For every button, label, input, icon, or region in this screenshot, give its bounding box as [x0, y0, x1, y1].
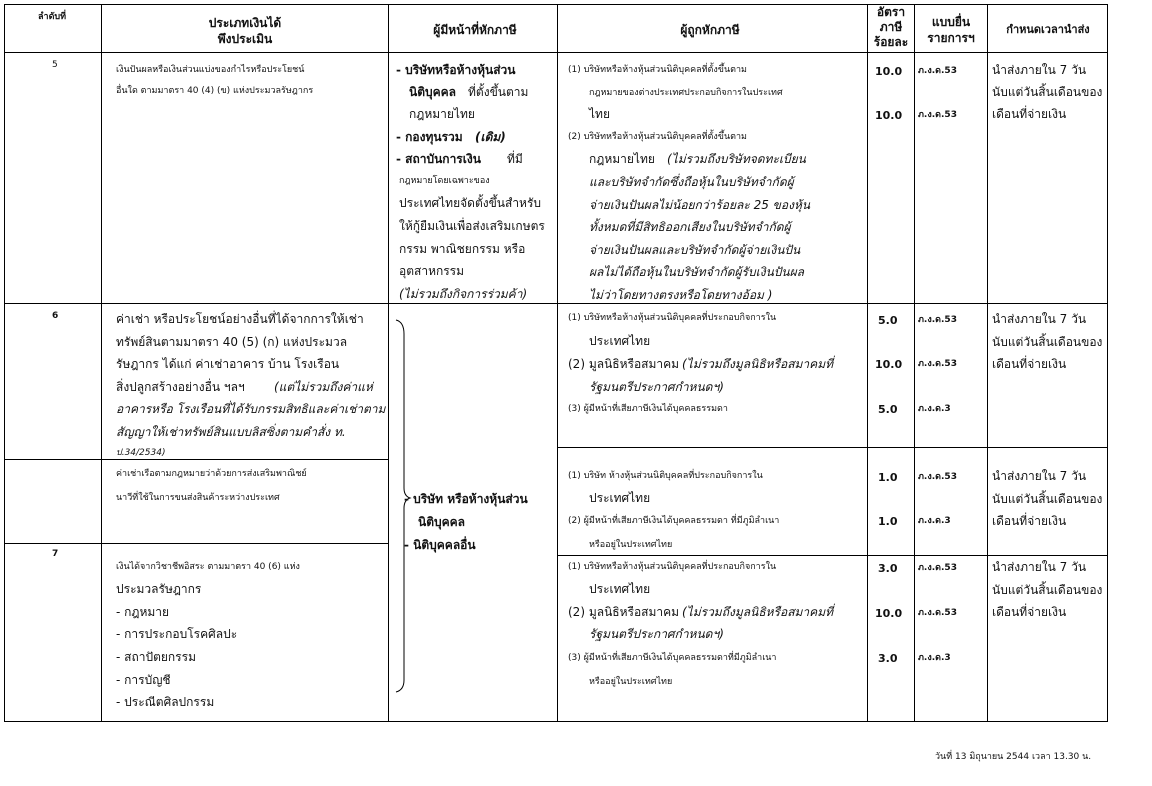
row7-payee-1: (1) บริษัทหรือห้างหุ้นส่วนนิติบุคคลที่ประกอบกิจการใน: [568, 562, 777, 572]
row5-withholder-3: กฎหมายไทย: [409, 107, 475, 121]
row6b-withholder-1: - บริษัท หรือห้างหุ้นส่วน: [404, 492, 528, 506]
header-deadline: กำหนดเวลานำส่ง: [1006, 23, 1090, 36]
row6-payee-2: ประเทศไทย: [589, 334, 651, 348]
row6b-deadline-1: นำส่งภายใน 7 วัน: [992, 469, 1087, 483]
row5-withholder-2b: ที่ตั้งขึ้นตาม: [468, 85, 529, 99]
row6-no: 6: [52, 311, 59, 321]
row5-payee-6: และบริษัทจำกัดซึ่งถือหุ้นในบริษัทจำกัดผู้: [589, 175, 794, 189]
header-rate: อัตรา ภาษี ร้อยละ: [873, 5, 909, 49]
row6b-deadline-3: เดือนที่จ่ายเงิน: [992, 514, 1067, 528]
row6-deadline-3: เดือนที่จ่ายเงิน: [992, 357, 1067, 371]
row5-rate-1: 10.0: [875, 65, 903, 78]
row7-payee-2: ประเทศไทย: [589, 582, 651, 596]
row5-type-line2: อื่นใด ตามมาตรา 40 (4) (ข) แห่งประมวลรัษฎากร: [116, 86, 314, 96]
row5-form-2: ภ.ง.ด.53: [918, 110, 957, 120]
row5-payee-9: จ่ายเงินปันผลและบริษัทจำกัดผู้จ่ายเงินปัน: [589, 243, 801, 257]
row5-withholder-5: - สถาบันการเงิน: [396, 152, 481, 166]
row7-payee-3b: (ไม่รวมถึงมูลนิธิหรือสมาคมที่: [682, 605, 834, 619]
row6-brace: [396, 320, 410, 692]
row6b-payee-2: ประเทศไทย: [589, 491, 651, 505]
row5-rate-2: 10.0: [875, 109, 903, 122]
row6b-withholder-3: - นิติบุคคลอื่น: [404, 538, 476, 552]
row6b-withholder-2: นิติบุคคล: [418, 515, 466, 529]
row5-payee-7: จ่ายเงินปันผลไม่น้อยกว่าร้อยละ 25 ของหุ้น: [589, 198, 811, 212]
row5-payee-3: ไทย: [589, 107, 610, 121]
row5-payee-11: ไม่ว่าโดยทางตรงหรือโดยทางอ้อม ): [589, 288, 773, 302]
row5-no: 5: [52, 60, 58, 70]
row6-rate-2: 10.0: [875, 358, 903, 371]
row5-withholder-1: - บริษัทหรือห้างหุ้นส่วน: [396, 63, 516, 77]
row6-payee-3: (2) มูลนิธิหรือสมาคม: [568, 357, 680, 371]
row5-payee-5b: (ไม่รวมถึงบริษัทจดทะเบียน: [667, 152, 806, 166]
row7-type-7: - ประณีตศิลปกรรม: [116, 695, 215, 709]
row7-deadline-3: เดือนที่จ่ายเงิน: [992, 605, 1067, 619]
row7-form-1: ภ.ง.ด.53: [918, 563, 957, 573]
row6-deadline-2: นับแต่วันสิ้นเดือนของ: [992, 335, 1103, 349]
row5-withholder-11: (ไม่รวมถึงกิจการร่วมค้า): [399, 287, 528, 301]
row5-type-line1: เงินปันผลหรือเงินส่วนแบ่งของกำไรหรือประโยชน์: [116, 65, 305, 75]
row6-rate-3: 5.0: [878, 403, 898, 416]
row7-deadline-1: นำส่งภายใน 7 วัน: [992, 560, 1087, 574]
row7-rate-1: 3.0: [878, 562, 898, 575]
row6-type-4: สิ่งปลูกสร้างอย่างอื่น ฯลฯ: [116, 380, 245, 394]
row5-withholder-2: นิติบุคคล: [409, 85, 457, 99]
row7-form-2: ภ.ง.ด.53: [918, 608, 957, 618]
row6-type-3: รัษฎากร ได้แก่ ค่าเช่าอาคาร บ้าน โรงเรือน: [116, 357, 340, 371]
row6-type-2: ทรัพย์สินตามมาตรา 40 (5) (ก) แห่งประมวล: [116, 335, 348, 349]
row6b-type-2: นาวีที่ใช้ในการขนส่งสินค้าระหว่างประเทศ: [116, 493, 280, 503]
row5-payee-1: (1) บริษัทหรือห้างหุ้นส่วนนิติบุคคลที่ตั้งขึ้นตาม: [568, 65, 747, 75]
row6-type-4b: (แต่ไม่รวมถึงค่าแห่: [274, 380, 373, 394]
row7-payee-3: (2) มูลนิธิหรือสมาคม: [568, 605, 680, 619]
row6b-deadline-2: นับแต่วันสิ้นเดือนของ: [992, 492, 1103, 506]
row6-rate-1: 5.0: [878, 314, 898, 327]
header-form: แบบยื่น รายการฯ: [927, 15, 975, 45]
row6-payee-3b: (ไม่รวมถึงมูลนิธิหรือสมาคมที่: [682, 357, 834, 371]
row6-type-7: ป.34/2534): [116, 448, 166, 458]
row5-payee-4: (2) บริษัทหรือห้างหุ้นส่วนนิติบุคคลที่ตั้งขึ้นตาม: [568, 132, 747, 142]
row7-type-5: - สถาปัตยกรรม: [116, 650, 196, 664]
row5-payee-10: ผลไม่ได้ถือหุ้นในบริษัทจำกัดผู้รับเงินปันผล: [589, 265, 804, 279]
row6b-payee-1: (1) บริษัท ห้างหุ้นส่วนนิติบุคคลที่ประกอบกิจการใน: [568, 471, 763, 481]
row7-type-6: - การบัญชี: [116, 673, 171, 687]
row6b-rate-1: 1.0: [878, 471, 898, 484]
row6-form-1: ภ.ง.ด.53: [918, 315, 957, 325]
row6-type-6: สัญญาให้เช่าทรัพย์สินแบบลิสซิ่งตามคำสั่ง ท.: [116, 425, 346, 439]
row7-rate-2: 10.0: [875, 607, 903, 620]
row6-form-3: ภ.ง.ด.3: [918, 404, 951, 414]
footer-date: วันที่ 13 มิถุนายน 2544 เวลา 13.30 น.: [935, 752, 1092, 762]
row5-withholder-5b: ที่มี: [507, 152, 523, 166]
row6b-payee-3: (2) ผู้มีหน้าที่เสียภาษีเงินได้บุคคลธรรมดา ที่มีภูมิลำเนา: [568, 516, 780, 526]
row5-withholder-6: กฎหมายโดยเฉพาะของ: [399, 176, 490, 186]
row7-type-4: - การประกอบโรคศิลปะ: [116, 627, 238, 641]
row7-deadline-2: นับแต่วันสิ้นเดือนของ: [992, 583, 1103, 597]
row7-type-3: - กฎหมาย: [116, 605, 170, 619]
row6-type-1: ค่าเช่า หรือประโยชน์อย่างอื่นที่ได้จากการให้เช่า: [116, 312, 364, 326]
row6b-rate-2: 1.0: [878, 515, 898, 528]
row6-payee-5: (3) ผู้มีหน้าที่เสียภาษีเงินได้บุคคลธรรมดา: [568, 404, 728, 414]
row5-deadline-2: นับแต่วันสิ้นเดือนของ: [992, 85, 1103, 99]
row6-deadline-1: นำส่งภายใน 7 วัน: [992, 312, 1087, 326]
row7-no: 7: [52, 549, 59, 559]
row5-withholder-10: อุตสาหกรรม: [399, 264, 465, 278]
row5-withholder-8: ให้กู้ยืมเงินเพื่อส่งเสริมเกษตร: [399, 219, 545, 233]
header-income-type: ประเภทเงินได้ พึงประเมิน: [208, 16, 282, 46]
row6-type-5: อาคารหรือ โรงเรือนที่ได้รับกรรมสิทธิและค่าเช่าตาม: [116, 402, 386, 416]
row5-withholder-4: - กองทุนรวม: [396, 130, 463, 144]
row7-rate-3: 3.0: [878, 652, 898, 665]
header-no: ลำดับที่: [38, 12, 67, 22]
row7-payee-6: หรืออยู่ในประเทศไทย: [589, 677, 673, 687]
row5-withholder-4b: (เดิม): [475, 130, 506, 144]
header-withholder: ผู้มีหน้าที่หักภาษี: [433, 23, 517, 37]
row6b-form-1: ภ.ง.ด.53: [918, 472, 957, 482]
row5-deadline-3: เดือนที่จ่ายเงิน: [992, 107, 1067, 121]
row7-type-1: เงินได้จากวิชาชีพอิสระ ตามมาตรา 40 (6) แห่ง: [116, 562, 300, 572]
row5-form-1: ภ.ง.ด.53: [918, 66, 957, 76]
row6-payee-4: รัฐมนตรีประกาศกำหนดฯ): [589, 380, 724, 394]
row6b-form-2: ภ.ง.ด.3: [918, 516, 951, 526]
row5-payee-8: ทั้งหมดที่มีสิทธิออกเสียงในบริษัทจำกัดผู้: [589, 220, 791, 234]
row5-withholder-7: ประเทศไทยจัดตั้งขึ้นสำหรับ: [399, 196, 542, 210]
header-payee: ผู้ถูกหักภาษี: [680, 23, 740, 37]
row5-payee-5: กฎหมายไทย: [589, 152, 655, 166]
row7-type-2: ประมวลรัษฎากร: [116, 582, 202, 596]
row5-payee-2: กฎหมายของต่างประเทศประกอบกิจการในประเทศ: [589, 88, 783, 98]
row6b-payee-4: หรืออยู่ในประเทศไทย: [589, 540, 673, 550]
row5-withholder-9: กรรม พาณิชยกรรม หรือ: [399, 242, 526, 256]
row6-payee-1: (1) บริษัทหรือห้างหุ้นส่วนนิติบุคคลที่ประกอบกิจการใน: [568, 313, 777, 323]
row7-payee-4: รัฐมนตรีประกาศกำหนดฯ): [589, 627, 724, 641]
row7-payee-5: (3) ผู้มีหน้าที่เสียภาษีเงินได้บุคคลธรรมดาที่มีภูมิลำเนา: [568, 653, 777, 663]
row7-form-3: ภ.ง.ด.3: [918, 653, 951, 663]
row6b-type-1: ค่าเช่าเรือตามกฎหมายว่าด้วยการส่งเสริมพาณิชย์: [116, 469, 307, 479]
row5-deadline-1: นำส่งภายใน 7 วัน: [992, 63, 1087, 77]
row6-form-2: ภ.ง.ด.53: [918, 359, 957, 369]
